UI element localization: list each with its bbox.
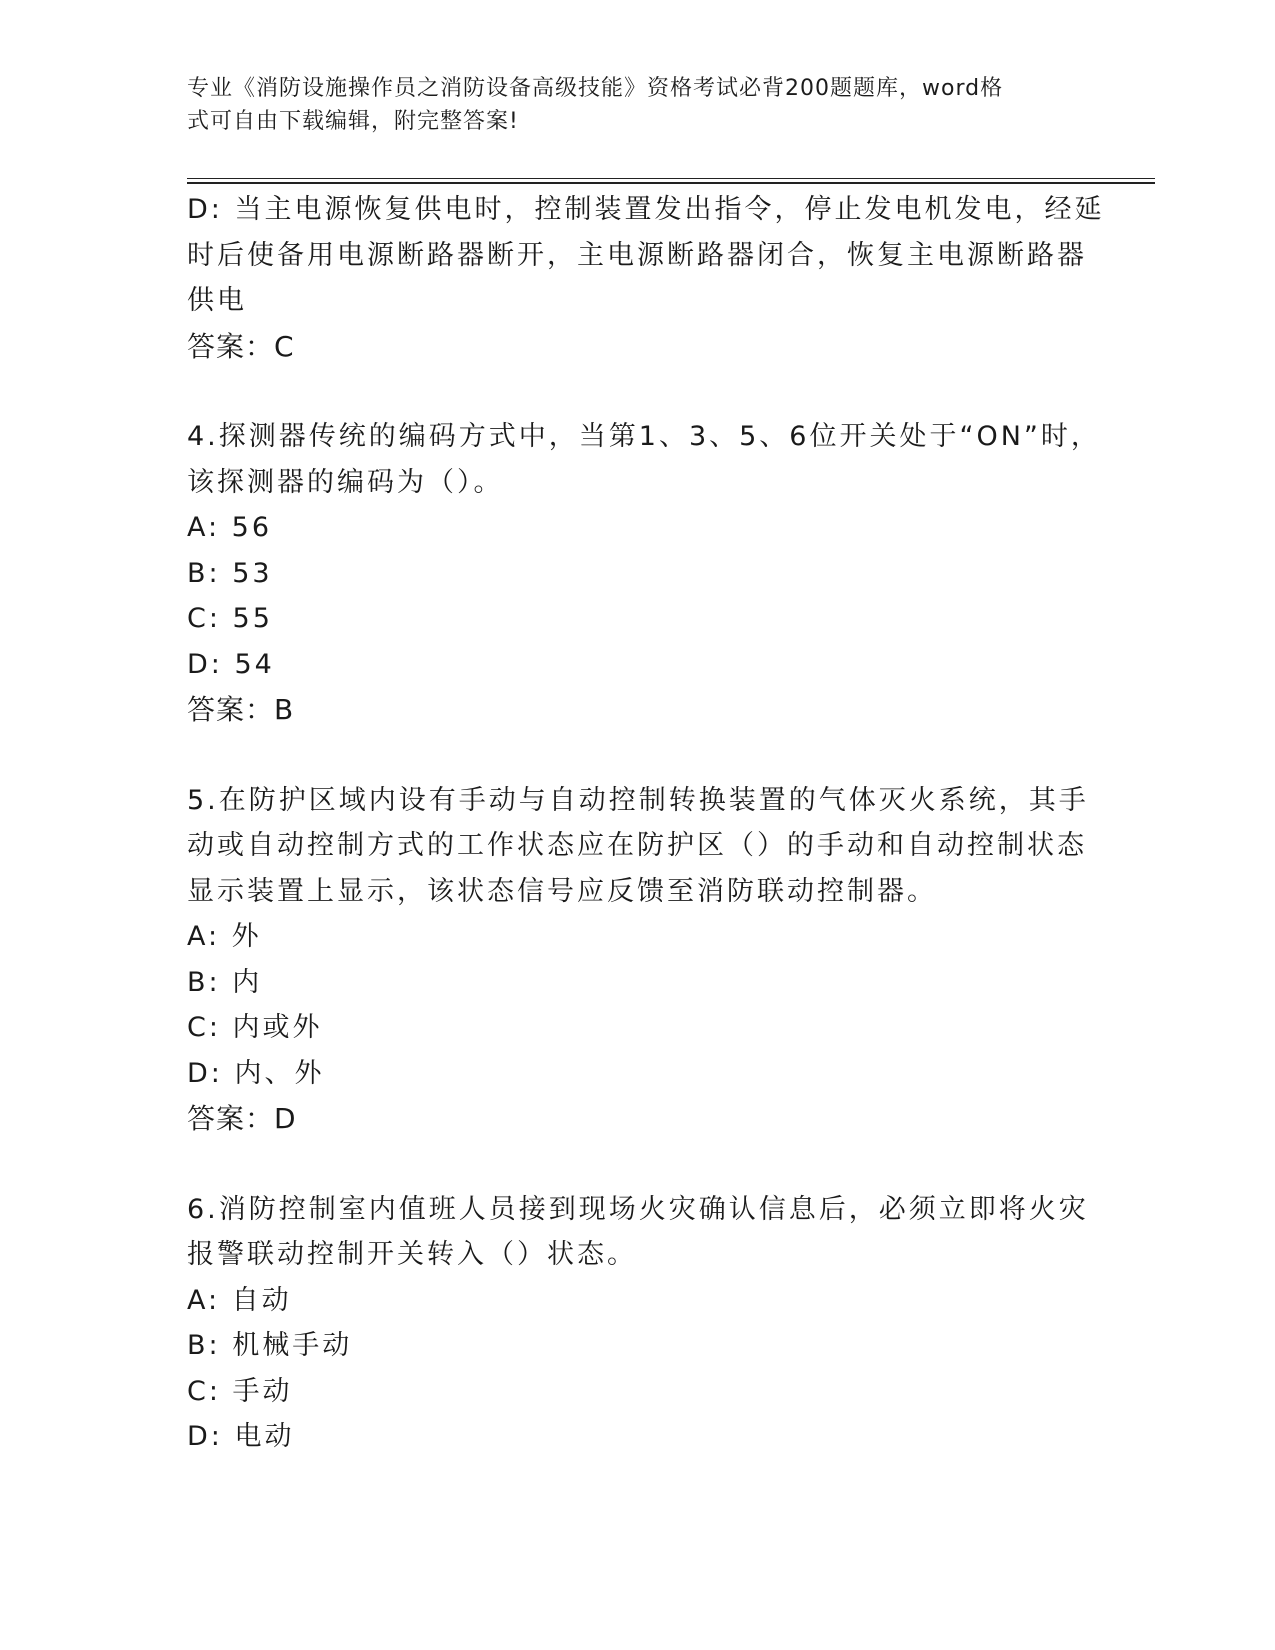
question-stem-line: 4.探测器传统的编码方式中，当第1、3、5、6位开关处于“ON”时， bbox=[187, 421, 1101, 452]
header-divider-thick bbox=[187, 182, 1155, 184]
option-a: A: 自动 bbox=[187, 1284, 292, 1316]
document-header bbox=[187, 72, 1067, 138]
option-c: C: 手动 bbox=[187, 1375, 293, 1407]
option-b: B: 53 bbox=[187, 557, 273, 589]
option-d-line: 供电 bbox=[187, 285, 247, 316]
question-stem-line: 6.消防控制室内值班人员接到现场火灾确认信息后，必须立即将火灾 bbox=[187, 1193, 1089, 1225]
option-c: C: 内或外 bbox=[187, 1012, 323, 1043]
option-b: B: 机械手动 bbox=[187, 1330, 353, 1361]
option-d: D: 电动 bbox=[187, 1421, 295, 1452]
option-d: D: 内、外 bbox=[187, 1057, 325, 1089]
question-stem-line: 动或自动控制方式的工作状态应在防护区（）的手动和自动控制状态 bbox=[187, 830, 1087, 861]
question-stem-line: 报警联动控制开关转入（）状态。 bbox=[187, 1239, 637, 1270]
option-d: D: 54 bbox=[187, 648, 275, 680]
header-divider-thin bbox=[187, 178, 1155, 179]
question-5 bbox=[187, 778, 1087, 1142]
option-b: B: 内 bbox=[187, 966, 263, 998]
answer-label: 答案：D bbox=[187, 1102, 297, 1135]
option-d-line: D: 当主电源恢复供电时，控制装置发出指令，停止发电机发电，经延 bbox=[187, 194, 1105, 225]
question-stem-line: 显示装置上显示，该状态信号应反馈至消防联动控制器。 bbox=[187, 875, 937, 907]
answer-label: 答案：B bbox=[187, 693, 295, 726]
question-6 bbox=[187, 1187, 1087, 1460]
option-c: C: 55 bbox=[187, 603, 273, 634]
answer-label: 答案：C bbox=[187, 329, 295, 363]
option-d-line: 时后使备用电源断路器断开，主电源断路器闭合，恢复主电源断路器 bbox=[187, 239, 1087, 271]
header-line-2: 式可自由下载编辑，附完整答案! bbox=[187, 109, 519, 134]
question-4 bbox=[187, 414, 1101, 733]
question-stem-line: 该探测器的编码为（）。 bbox=[187, 466, 504, 498]
question-3-continued bbox=[187, 187, 1105, 369]
option-a: A: 56 bbox=[187, 512, 273, 543]
question-stem-line: 5.在防护区域内设有手动与自动控制转换装置的气体灭火系统，其手 bbox=[187, 784, 1089, 816]
header-line-1: 专业《消防设施操作员之消防设备高级技能》资格考试必背200题题库，word格 bbox=[187, 76, 1004, 101]
option-a: A: 外 bbox=[187, 921, 262, 952]
question-content bbox=[187, 187, 1105, 1460]
